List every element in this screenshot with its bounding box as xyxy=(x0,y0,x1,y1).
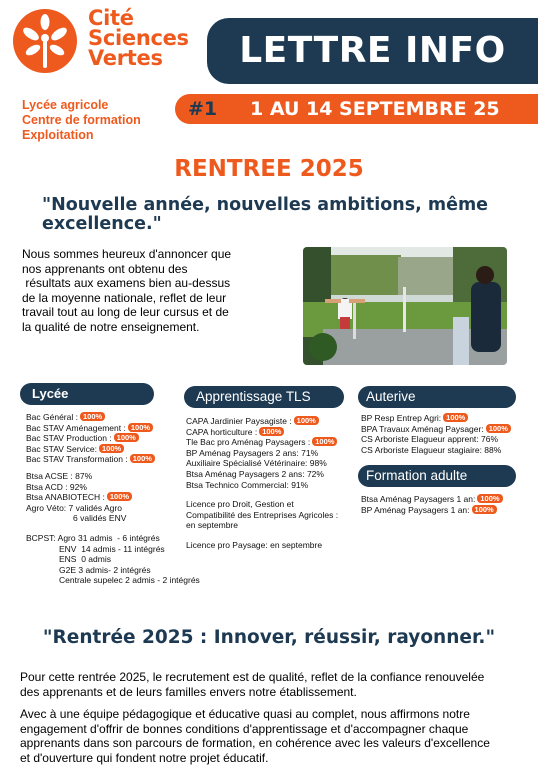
list-item xyxy=(26,503,191,514)
brand-line: Cité xyxy=(88,6,134,30)
paragraph-line: des apprenants et de leurs familles envers notre établissement. xyxy=(20,684,357,699)
list-item xyxy=(186,540,356,551)
campus-photo xyxy=(303,247,507,365)
rate-badge: 100% xyxy=(312,437,337,446)
list-item xyxy=(186,469,356,480)
newsletter-title: LETTRE INFO xyxy=(239,30,506,71)
paragraph-line: Avec à une équipe pédagogique et éducative quasi au complet, nous affirmons notre xyxy=(20,707,470,721)
subtitle-line: Centre de formation xyxy=(22,113,141,127)
rate-badge: 100% xyxy=(99,444,124,453)
list-item xyxy=(186,427,356,438)
item-label: CS Arboriste Elagueur stagiaire: 88% xyxy=(361,444,502,455)
list-item xyxy=(26,412,191,423)
item-label: Tle Bac pro Aménag Paysagers : xyxy=(186,437,311,448)
rate-badge: 100% xyxy=(114,433,139,442)
paragraph-line: et d'ouverture qui fondent notre projet éducatif. xyxy=(20,750,269,765)
rate-badge: 100% xyxy=(486,424,511,433)
rate-badge: 100% xyxy=(472,505,497,514)
issue-number: #1 xyxy=(188,98,218,120)
item-label: CAPA Jardinier Paysagiste : xyxy=(186,416,292,426)
item-label: CAPA horticulture : xyxy=(186,426,258,437)
rate-badge: 100% xyxy=(130,454,155,463)
item-label: Agro Véto: 7 validés Agro xyxy=(26,502,122,513)
rate-badge: 100% xyxy=(443,413,468,422)
list-item xyxy=(186,437,356,448)
list-item xyxy=(186,448,356,459)
intro-line: résultats aux examens bien au-dessus xyxy=(22,276,231,290)
list-item xyxy=(26,433,191,444)
list-item xyxy=(26,454,191,465)
item-label: Licence pro Paysage: en septembre xyxy=(186,539,323,550)
list-item xyxy=(361,505,531,516)
item-label: G2E 3 admis- 2 intégrés xyxy=(59,564,151,575)
item-label: Btsa ACSE : 87% xyxy=(26,470,93,481)
item-label: Licence pro Droit, Gestion et xyxy=(186,499,294,510)
item-label: Btsa Aménag Paysagers 2 ans: 72% xyxy=(186,468,324,479)
headline: RENTREE 2025 xyxy=(174,156,364,182)
list-item xyxy=(26,513,191,524)
item-label: Btsa ACD : 92% xyxy=(26,481,87,492)
list-item xyxy=(26,482,191,493)
item-label: en septembre xyxy=(186,520,238,531)
item-label: Auxiliaire Spécialisé Vétérinaire: 98% xyxy=(186,458,327,469)
list-item xyxy=(186,458,356,469)
auterive-results xyxy=(361,413,531,455)
item-label: Bac STAV Aménagement : xyxy=(26,422,126,433)
rate-badge: 100% xyxy=(128,423,153,432)
quote-motto: "Rentrée 2025 : Innover, réussir, rayonner." xyxy=(42,627,496,648)
section-formation-adulte-header: Formation adulte xyxy=(358,465,516,487)
list-item xyxy=(186,480,356,491)
intro-line: nos apprenants ont obtenu des xyxy=(22,261,188,276)
item-label: Btsa Aménag Paysagers 1 an: xyxy=(361,494,476,504)
list-item xyxy=(26,444,191,455)
intro-paragraph xyxy=(22,247,280,334)
section-lycee-header: Lycée xyxy=(20,383,154,405)
formation-adulte-results xyxy=(361,494,531,515)
paragraph-line: Pour cette rentrée 2025, le recrutement est de qualité, reflet de la confiance renouvelée xyxy=(20,670,485,684)
logo-icon xyxy=(12,8,78,74)
item-label: BP Resp Entrep Agri: xyxy=(361,413,442,423)
item-label: BP Aménag Paysagers 1 an: xyxy=(361,504,470,515)
item-label: BCPST: Agro 31 admis - 6 intégrés xyxy=(26,532,160,543)
subtitle-line: Exploitation xyxy=(22,128,94,142)
list-item xyxy=(26,565,191,576)
rate-badge: 100% xyxy=(259,427,284,436)
intro-line: travail tout au long de leur cursus et de xyxy=(22,305,229,319)
item-label: Bac STAV Production : xyxy=(26,433,112,444)
rate-badge: 100% xyxy=(294,416,319,425)
list-item xyxy=(26,533,191,544)
item-label: BPA Travaux Aménag Paysager: xyxy=(361,423,484,434)
quote-headline: "Nouvelle année, nouvelles ambitions, même excellence." xyxy=(42,195,489,234)
brand-line: Sciences xyxy=(88,26,189,50)
item-label: Bac Général : xyxy=(26,412,78,422)
list-item xyxy=(26,471,191,482)
section-auterive-header: Auterive xyxy=(358,386,516,408)
rate-badge: 100% xyxy=(477,494,502,503)
item-label: Bac STAV Service: xyxy=(26,443,98,454)
paragraph-line: engagement d'offrir de bonnes conditions d'apprentissage et d'accompagner chaque xyxy=(20,721,469,736)
list-item xyxy=(361,424,531,435)
list-item xyxy=(186,510,356,521)
list-item xyxy=(361,413,531,424)
rate-badge: 100% xyxy=(107,492,132,501)
intro-line: de la moyenne nationale, reflet de leur xyxy=(22,290,227,305)
apprentissage-results xyxy=(186,416,356,551)
intro-line: Nous sommes heureux d'annoncer que xyxy=(22,247,232,261)
item-label: CS Arboriste Elagueur apprent: 76% xyxy=(361,434,499,445)
rate-badge: 100% xyxy=(80,412,105,421)
item-label: 6 validés ENV xyxy=(73,513,127,524)
item-label: Compatibilité des Entreprises Agricoles : xyxy=(186,509,339,520)
item-label: Bac STAV Transformation : xyxy=(26,454,128,465)
list-item xyxy=(26,575,200,586)
brand-subtitle xyxy=(22,98,141,143)
lycee-results xyxy=(26,412,200,586)
item-label: Btsa Technico Commercial: 91% xyxy=(186,479,309,490)
item-label: BP Aménag Paysagers 2 ans: 71% xyxy=(186,447,319,458)
list-item xyxy=(26,492,191,503)
item-label: ENV 14 admis - 11 intégrés xyxy=(59,543,165,554)
paragraph-line: apprenants dans son parcours de formation, en cohérence avec les valeurs d'excellence xyxy=(20,736,490,750)
issue-date: 1 AU 14 SEPTEMBRE 25 xyxy=(250,98,500,120)
brand-name xyxy=(88,8,189,68)
brand-line: Vertes xyxy=(88,46,163,70)
list-item xyxy=(26,554,191,565)
list-item xyxy=(361,494,531,505)
list-item xyxy=(186,520,356,531)
subtitle-line: Lycée agricole xyxy=(22,98,109,112)
paragraph-team xyxy=(20,707,530,765)
list-item xyxy=(361,434,531,445)
section-apprentissage-header: Apprentissage TLS xyxy=(184,386,344,408)
item-label: Btsa ANABIOTECH : xyxy=(26,492,105,503)
list-item xyxy=(361,445,531,456)
list-item xyxy=(26,544,191,555)
intro-line: la qualité de notre enseignement. xyxy=(22,319,200,334)
item-label: Centrale supelec 2 admis - 2 intégrés xyxy=(59,575,200,586)
paragraph-recruitment xyxy=(20,670,530,699)
list-item xyxy=(186,416,356,427)
item-label: ENS 0 admis xyxy=(59,554,111,565)
list-item xyxy=(186,499,356,510)
list-item xyxy=(26,423,191,434)
